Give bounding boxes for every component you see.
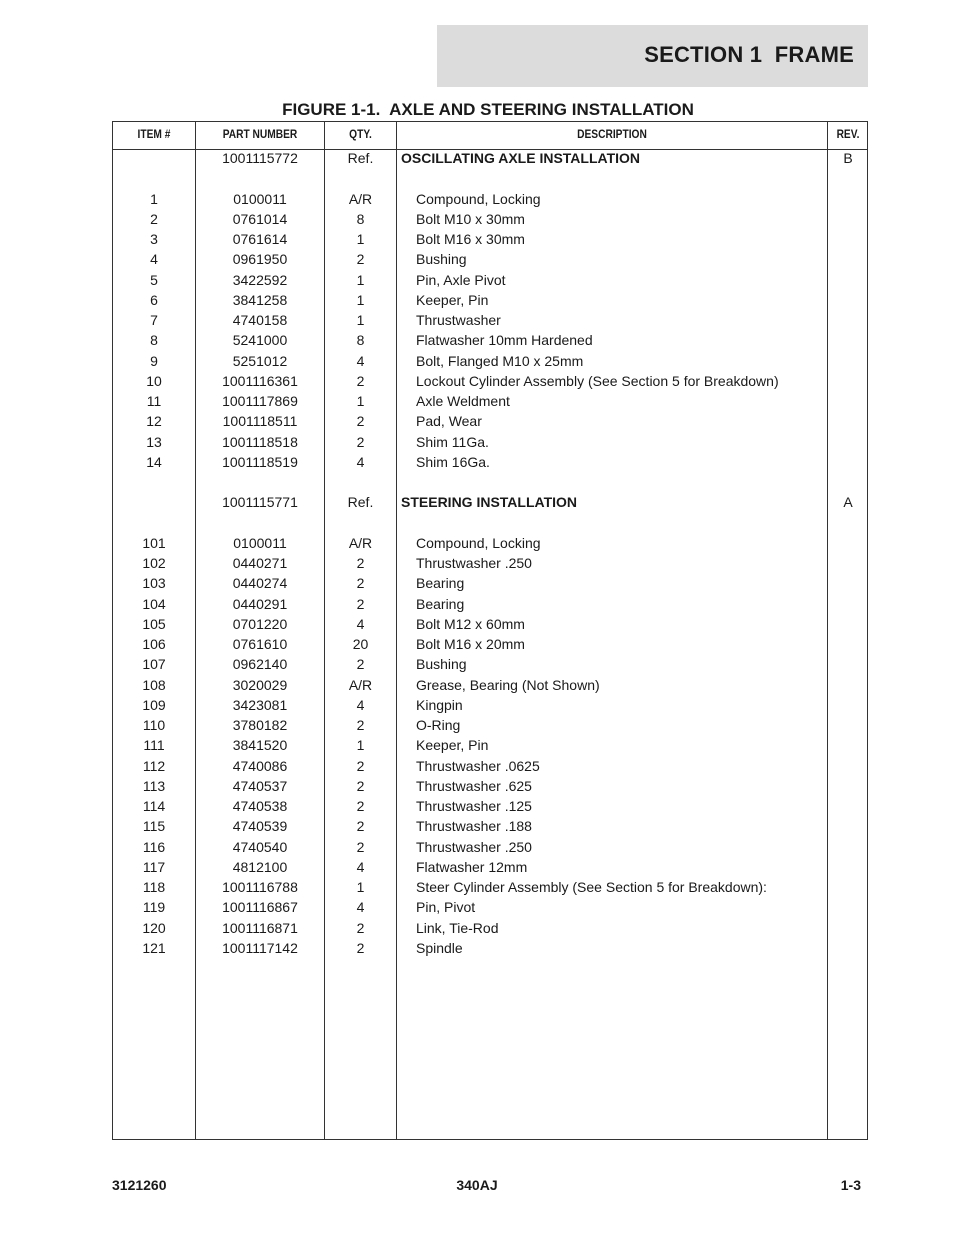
description: Steer Cylinder Assembly (See Section 5 for Breakdown): xyxy=(416,879,767,895)
item-number: 14 xyxy=(146,453,162,470)
part-number: 0761614 xyxy=(232,231,288,247)
item-number: 107 xyxy=(142,656,166,673)
quantity: Ref. xyxy=(347,494,374,511)
description: Bushing xyxy=(416,251,467,268)
table-row xyxy=(113,918,867,938)
description: Thrustwasher .250 xyxy=(416,838,532,855)
item-number: 106 xyxy=(142,636,166,652)
parts-table xyxy=(112,121,868,1140)
part-number: 0100011 xyxy=(233,534,287,551)
table-row xyxy=(113,897,867,917)
spacer-row xyxy=(113,472,867,492)
description: Bolt M16 x 30mm xyxy=(416,231,525,247)
item-number: 2 xyxy=(150,210,158,227)
table-row xyxy=(113,351,867,371)
part-number: 0761014 xyxy=(232,210,288,227)
item-number: 101 xyxy=(142,534,166,551)
quantity: 1 xyxy=(356,291,365,308)
header-part-number: PART NUMBER xyxy=(222,127,298,141)
part-number: 3020029 xyxy=(232,676,288,693)
part-number: 4740538 xyxy=(232,798,288,814)
table-row xyxy=(113,594,867,614)
revision: B xyxy=(843,150,853,166)
quantity: 4 xyxy=(356,858,365,875)
description: Spindle xyxy=(416,939,463,956)
spacer-row xyxy=(113,513,867,533)
quantity: 2 xyxy=(356,595,365,612)
quantity: 2 xyxy=(356,777,365,794)
item-number: 114 xyxy=(142,798,166,814)
part-number: 1001117142 xyxy=(222,939,298,956)
part-number: 3841520 xyxy=(232,737,288,754)
table-row xyxy=(113,816,867,836)
table-row xyxy=(113,452,867,472)
quantity: 4 xyxy=(356,899,365,916)
item-number: 109 xyxy=(142,696,166,713)
description: Flatwasher 12mm xyxy=(416,858,528,875)
description: OSCILLATING AXLE INSTALLATION xyxy=(401,150,641,166)
table-row xyxy=(113,715,867,735)
part-number: 1001118511 xyxy=(222,413,298,430)
table-row xyxy=(113,573,867,593)
description: Thrustwasher .125 xyxy=(416,798,532,814)
table-row xyxy=(113,371,867,391)
quantity: A/R xyxy=(348,534,373,551)
quantity: 2 xyxy=(356,717,365,733)
item-number: 118 xyxy=(142,879,166,895)
table-row xyxy=(113,654,867,674)
item-number: 4 xyxy=(150,251,158,268)
table-row xyxy=(113,695,867,715)
part-number: 4740537 xyxy=(232,777,288,794)
table-row xyxy=(113,229,867,249)
quantity: 2 xyxy=(356,372,365,389)
footer-model: 340AJ xyxy=(456,1177,498,1193)
quantity: 8 xyxy=(356,332,365,349)
table-row xyxy=(113,614,867,634)
part-number: 1001116867 xyxy=(222,899,298,916)
quantity: 1 xyxy=(356,737,365,754)
table-row xyxy=(113,776,867,796)
description: Bolt, Flanged M10 x 25mm xyxy=(416,352,584,369)
description: STEERING INSTALLATION xyxy=(401,494,578,511)
quantity: 2 xyxy=(356,798,365,814)
quantity: 4 xyxy=(356,453,365,470)
description: Bearing xyxy=(416,575,465,592)
figure-title: FIGURE 1-1. AXLE AND STEERING INSTALLATION xyxy=(282,100,694,119)
item-number: 5 xyxy=(150,271,158,288)
description: Thrustwasher .625 xyxy=(416,777,532,794)
quantity: 2 xyxy=(356,575,365,592)
quantity: 8 xyxy=(356,210,365,227)
description: Flatwasher 10mm Hardened xyxy=(416,332,593,349)
part-number: 0440291 xyxy=(232,595,288,612)
item-number: 11 xyxy=(146,393,162,409)
part-number: 4812100 xyxy=(232,858,288,875)
item-number: 117 xyxy=(142,858,166,875)
part-number: 0761610 xyxy=(232,636,288,652)
revision: A xyxy=(843,494,853,511)
part-number: 1001117869 xyxy=(222,393,298,409)
item-number: 111 xyxy=(143,737,165,754)
table-row xyxy=(113,432,867,452)
part-number: 5251012 xyxy=(232,352,288,369)
part-number: 4740539 xyxy=(232,818,288,835)
item-number: 104 xyxy=(142,595,166,612)
description: Keeper, Pin xyxy=(416,291,489,308)
description: Pin, Axle Pivot xyxy=(416,271,506,288)
part-number: 1001116871 xyxy=(222,919,298,936)
item-number: 103 xyxy=(142,575,166,592)
table-row xyxy=(113,756,867,776)
part-number: 1001118519 xyxy=(222,453,298,470)
part-number: 1001118518 xyxy=(222,433,298,450)
item-number: 6 xyxy=(150,291,158,308)
header-item: ITEM # xyxy=(137,127,171,141)
section-banner xyxy=(437,25,868,87)
item-number: 110 xyxy=(142,717,166,733)
quantity: 2 xyxy=(356,433,365,450)
description: Shim 16Ga. xyxy=(416,453,490,470)
item-number: 12 xyxy=(146,413,162,430)
quantity: 2 xyxy=(356,939,365,956)
part-number: 4740540 xyxy=(232,838,288,855)
item-number: 115 xyxy=(142,818,166,835)
item-number: 113 xyxy=(142,777,166,794)
footer-page-number: 1-3 xyxy=(840,1177,861,1193)
part-number: 3841258 xyxy=(232,291,288,308)
part-number: 1001116788 xyxy=(222,879,298,895)
table-row xyxy=(113,877,867,897)
quantity: 2 xyxy=(356,555,365,571)
table-row xyxy=(113,938,867,958)
description: Link, Tie-Rod xyxy=(416,919,499,936)
table-row xyxy=(113,634,867,654)
table-row xyxy=(113,857,867,877)
description: Kingpin xyxy=(416,696,463,713)
quantity: Ref. xyxy=(347,150,374,166)
item-number: 102 xyxy=(142,555,166,571)
table-row xyxy=(113,553,867,573)
part-number: 0100011 xyxy=(233,190,287,207)
table-row xyxy=(113,270,867,290)
header-rev: REV. xyxy=(836,127,860,141)
assembly-row xyxy=(113,148,867,168)
part-number: 3423081 xyxy=(232,696,288,713)
quantity: 1 xyxy=(356,879,365,895)
part-number: 4740086 xyxy=(232,757,288,774)
quantity: 2 xyxy=(356,818,365,835)
spacer-row xyxy=(113,168,867,188)
part-number: 1001115771 xyxy=(222,494,298,511)
part-number: 4740158 xyxy=(232,312,288,328)
item-number: 3 xyxy=(150,231,158,247)
description: Pin, Pivot xyxy=(416,899,476,916)
item-number: 120 xyxy=(142,919,166,936)
description: Bolt M16 x 20mm xyxy=(416,636,525,652)
table-row xyxy=(113,189,867,209)
item-number: 8 xyxy=(150,332,158,349)
part-number: 0701220 xyxy=(232,615,288,632)
table-row xyxy=(113,411,867,431)
part-number: 1001116361 xyxy=(222,372,298,389)
item-number: 119 xyxy=(142,899,166,916)
description: Bushing xyxy=(416,656,467,673)
part-number: 0961950 xyxy=(232,251,288,268)
quantity: 4 xyxy=(356,352,365,369)
section-title: SECTION 1 FRAME xyxy=(644,42,854,67)
quantity: 2 xyxy=(356,656,365,673)
description: Shim 11Ga. xyxy=(416,433,489,450)
part-number: 0440274 xyxy=(232,575,288,592)
description: Thrustwasher .188 xyxy=(416,818,532,835)
part-number: 3780182 xyxy=(232,717,288,733)
header-qty: QTY. xyxy=(349,127,372,141)
table-row xyxy=(113,533,867,553)
quantity: 1 xyxy=(356,312,365,328)
description: Bolt M10 x 30mm xyxy=(416,210,525,227)
description: Grease, Bearing (Not Shown) xyxy=(416,676,600,693)
item-number: 7 xyxy=(150,312,158,328)
footer-manual-number: 3121260 xyxy=(112,1177,167,1193)
description: Compound, Locking xyxy=(416,534,541,551)
description: O-Ring xyxy=(416,717,461,733)
description: Lockout Cylinder Assembly (See Section 5 for Breakdown) xyxy=(416,372,779,389)
table-row xyxy=(113,675,867,695)
item-number: 13 xyxy=(146,433,162,450)
description: Bearing xyxy=(416,595,465,612)
quantity: A/R xyxy=(348,676,373,693)
description: Thrustwasher .0625 xyxy=(416,757,540,774)
item-number: 108 xyxy=(142,676,166,693)
description: Thrustwasher xyxy=(416,312,501,328)
table-row xyxy=(113,310,867,330)
description: Bolt M12 x 60mm xyxy=(416,615,525,632)
table-row xyxy=(113,796,867,816)
quantity: 2 xyxy=(356,919,365,936)
quantity: 2 xyxy=(356,757,365,774)
description: Axle Weldment xyxy=(416,393,510,409)
quantity: 1 xyxy=(356,393,365,409)
description: Pad, Wear xyxy=(416,413,482,430)
part-number: 1001115772 xyxy=(222,150,298,166)
quantity: 20 xyxy=(352,636,369,652)
item-number: 112 xyxy=(142,757,166,774)
quantity: A/R xyxy=(348,190,373,207)
part-number: 0962140 xyxy=(232,656,288,673)
part-number: 3422592 xyxy=(232,271,288,288)
table-row xyxy=(113,209,867,229)
assembly-row xyxy=(113,492,867,512)
table-row xyxy=(113,735,867,755)
item-number: 105 xyxy=(142,615,166,632)
item-number: 9 xyxy=(150,352,158,369)
table-row xyxy=(113,837,867,857)
quantity: 2 xyxy=(356,413,365,430)
quantity: 4 xyxy=(356,696,365,713)
item-number: 116 xyxy=(142,838,166,855)
table-body xyxy=(113,148,867,958)
quantity: 1 xyxy=(356,231,365,247)
description: Thrustwasher .250 xyxy=(416,555,532,571)
table-row xyxy=(113,330,867,350)
item-number: 121 xyxy=(142,939,166,956)
table-row xyxy=(113,391,867,411)
description: Keeper, Pin xyxy=(416,737,489,754)
header-description: DESCRIPTION xyxy=(577,127,647,141)
part-number: 5241000 xyxy=(232,332,288,349)
table-row xyxy=(113,290,867,310)
item-number: 10 xyxy=(146,372,162,389)
item-number: 1 xyxy=(150,190,158,207)
description: Compound, Locking xyxy=(416,190,541,207)
part-number: 0440271 xyxy=(232,555,288,571)
quantity: 2 xyxy=(356,251,365,268)
quantity: 2 xyxy=(356,838,365,855)
quantity: 1 xyxy=(356,271,365,288)
quantity: 4 xyxy=(356,615,365,632)
table-row xyxy=(113,249,867,269)
